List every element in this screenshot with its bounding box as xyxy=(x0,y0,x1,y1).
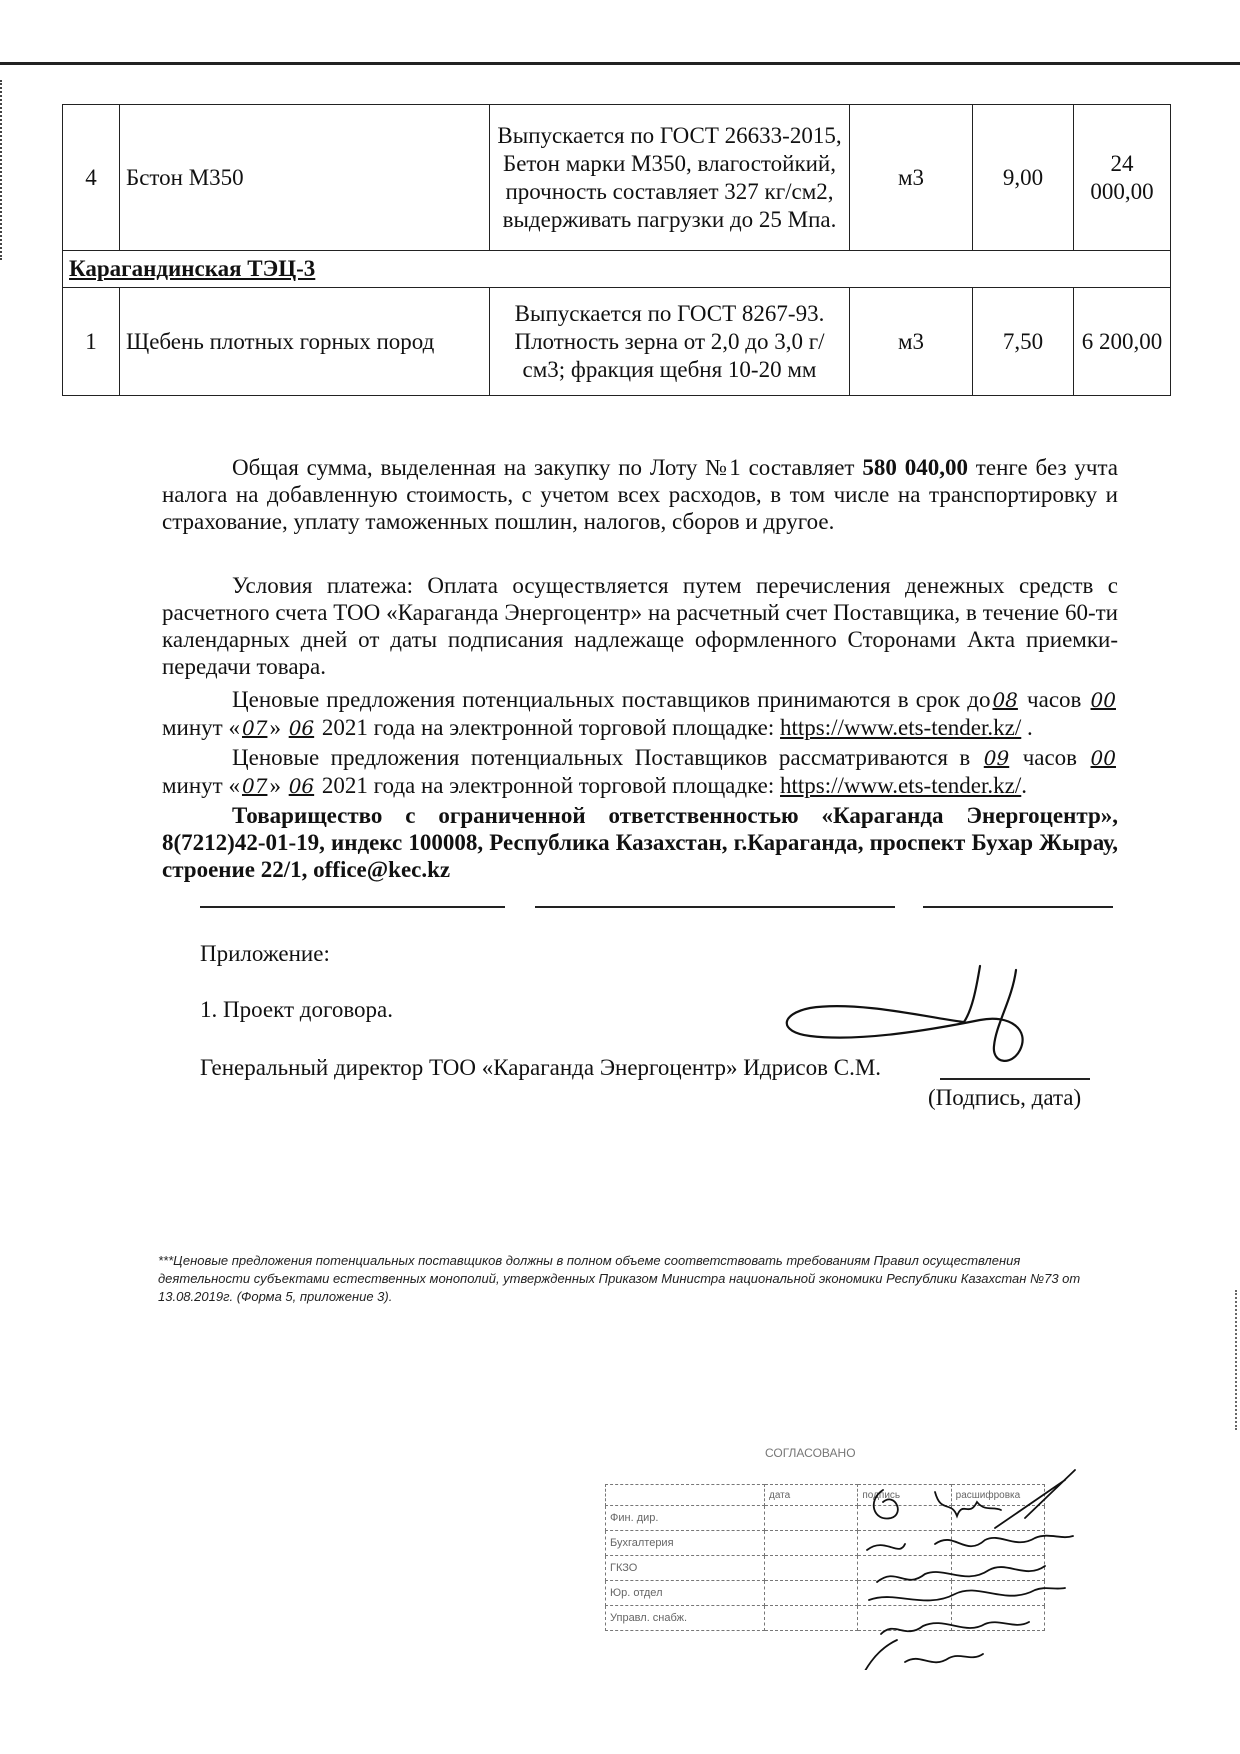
handwritten-day: 07 xyxy=(241,716,268,740)
director-signature xyxy=(780,960,1080,1070)
review-text: 2021 года на электронной торговой площадке: xyxy=(316,773,781,798)
handwritten-month: 06 xyxy=(288,774,315,798)
attachments-heading: Приложение: xyxy=(200,941,330,966)
item-quantity: 9,00 xyxy=(973,105,1074,251)
total-paragraph xyxy=(162,454,1118,535)
tender-platform-link[interactable]: https://www.ets-tender.kz/ xyxy=(780,773,1022,798)
tender-platform-link[interactable]: https://www.ets-tender.kz/ xyxy=(780,715,1022,740)
section-title: Карагандинская ТЭЦ-3 xyxy=(63,251,1171,288)
item-quantity: 7,50 xyxy=(973,288,1074,396)
item-name: Бстон М350 xyxy=(120,105,490,251)
scan-edge-right xyxy=(1233,1290,1237,1430)
item-unit: м3 xyxy=(850,288,973,396)
review-text: Ценовые предложения потенциальных Поставщиков рассматриваются в xyxy=(232,745,982,770)
total-text-before: Общая сумма, выделенная на закупку по Лоту №1 составляет xyxy=(232,455,863,480)
acceptance-text: 2021 года на электронной торговой площадке: xyxy=(316,715,781,740)
item-price: 6 200,00 xyxy=(1074,288,1171,396)
handwritten-month: 06 xyxy=(288,716,315,740)
signature-caption: (Подпись, дата) xyxy=(928,1085,1082,1110)
stamp-row-label: Юр. отдел xyxy=(606,1581,765,1606)
signature-underline xyxy=(940,1078,1090,1080)
item-unit: м3 xyxy=(850,105,973,251)
attachment-item: 1. Проект договора. xyxy=(200,997,393,1022)
signer-line: Генеральный директор ТОО «Караганда Энергоцентр» Идрисов С.М. xyxy=(200,1055,882,1080)
scan-edge-left xyxy=(0,80,4,260)
handwritten-minute: 00 xyxy=(1090,746,1116,770)
handwritten-day: 07 xyxy=(241,774,268,798)
acceptance-text: часов xyxy=(1019,687,1089,712)
handwritten-hour: 08 xyxy=(992,688,1018,712)
acceptance-text: минут « xyxy=(162,715,240,740)
stamp-signatures xyxy=(605,1440,1165,1670)
separator-lines xyxy=(200,906,1110,910)
total-text-after: тенге без учта налога на добавленную стоимость, с учетом всех расходов, в том числе на транспортировку и страхование, уплату таможенных пошлин, налогов, сборов и другое. xyxy=(162,455,1118,534)
stamp-col-header: дата xyxy=(765,1485,858,1506)
total-amount: 580 040,00 xyxy=(862,455,968,480)
stamp-row-label: ГКЗО xyxy=(606,1556,765,1581)
stamp-header: СОГЛАСОВАНО xyxy=(765,1446,856,1460)
approval-stamp xyxy=(605,1440,1165,1670)
footnote: ***Ценовые предложения потенциальных поставщиков должны в полном объеме соответствовать требованиям Правил осуществления деятельности субъектами естественных монополий, утвержденных Приказом Министра национальной экономики Республики Казахстан №73 от 13.08.2019г. (Форма 5, приложение 3). xyxy=(158,1253,1081,1304)
stamp-row-label: Управл. снабж. xyxy=(606,1606,765,1631)
review-text: часов xyxy=(1011,745,1089,770)
item-description: Выпускается по ГОСТ 8267-93. Плотность зерна от 2,0 до 3,0 г/см3; фракция щебня 10-20 мм xyxy=(490,288,850,396)
payment-terms: Условия платежа: Оплата осуществляется путем перечисления денежных средств с расчетного счета ТОО «Караганда Энергоцентр» на расчетный счет Поставщика, в течение 60-ти календарных дней от даты подписания надлежаще оформленного Сторонами Акта приемки-передачи товара. xyxy=(162,573,1118,679)
item-name: Щебень плотных горных пород xyxy=(120,288,490,396)
stamp-col-header: подпись xyxy=(858,1485,951,1506)
stamp-row-label: Бухгалтерия xyxy=(606,1531,765,1556)
acceptance-text: Ценовые предложения потенциальных поставщиков принимаются в срок до xyxy=(232,687,991,712)
acceptance-deadline xyxy=(162,686,1118,742)
item-price: 24 000,00 xyxy=(1074,105,1171,251)
review-text: » xyxy=(269,773,287,798)
handwritten-minute: 00 xyxy=(1090,688,1116,712)
item-description: Выпускается по ГОСТ 26633-2015, Бетон марки М350, влагостойкий, прочность составляет 327 кг/см2, выдерживать пагрузки до 25 Мпа. xyxy=(490,105,850,251)
table-row xyxy=(63,105,1171,251)
review-time xyxy=(162,744,1118,800)
acceptance-text: » xyxy=(269,715,287,740)
stamp-row-label: Фин. дир. xyxy=(606,1506,765,1531)
review-text: минут « xyxy=(162,773,240,798)
row-number: 1 xyxy=(63,288,120,396)
company-details: Товарищество с ограниченной ответственностью «Караганда Энергоцентр», 8(7212)42-01-19, индекс 100008, Республика Казахстан, г.Караганда, проспект Бухар Жырау, строение 22/1, office@kec.kz xyxy=(162,803,1118,882)
acceptance-text: . xyxy=(1021,715,1033,740)
row-number: 4 xyxy=(63,105,120,251)
items-table xyxy=(62,104,1171,396)
section-row xyxy=(63,251,1171,288)
review-text: . xyxy=(1021,773,1028,798)
table-row xyxy=(63,288,1171,396)
stamp-col-header: расшифровка xyxy=(951,1485,1044,1506)
handwritten-hour: 09 xyxy=(983,746,1010,770)
scan-border-top xyxy=(0,62,1240,65)
